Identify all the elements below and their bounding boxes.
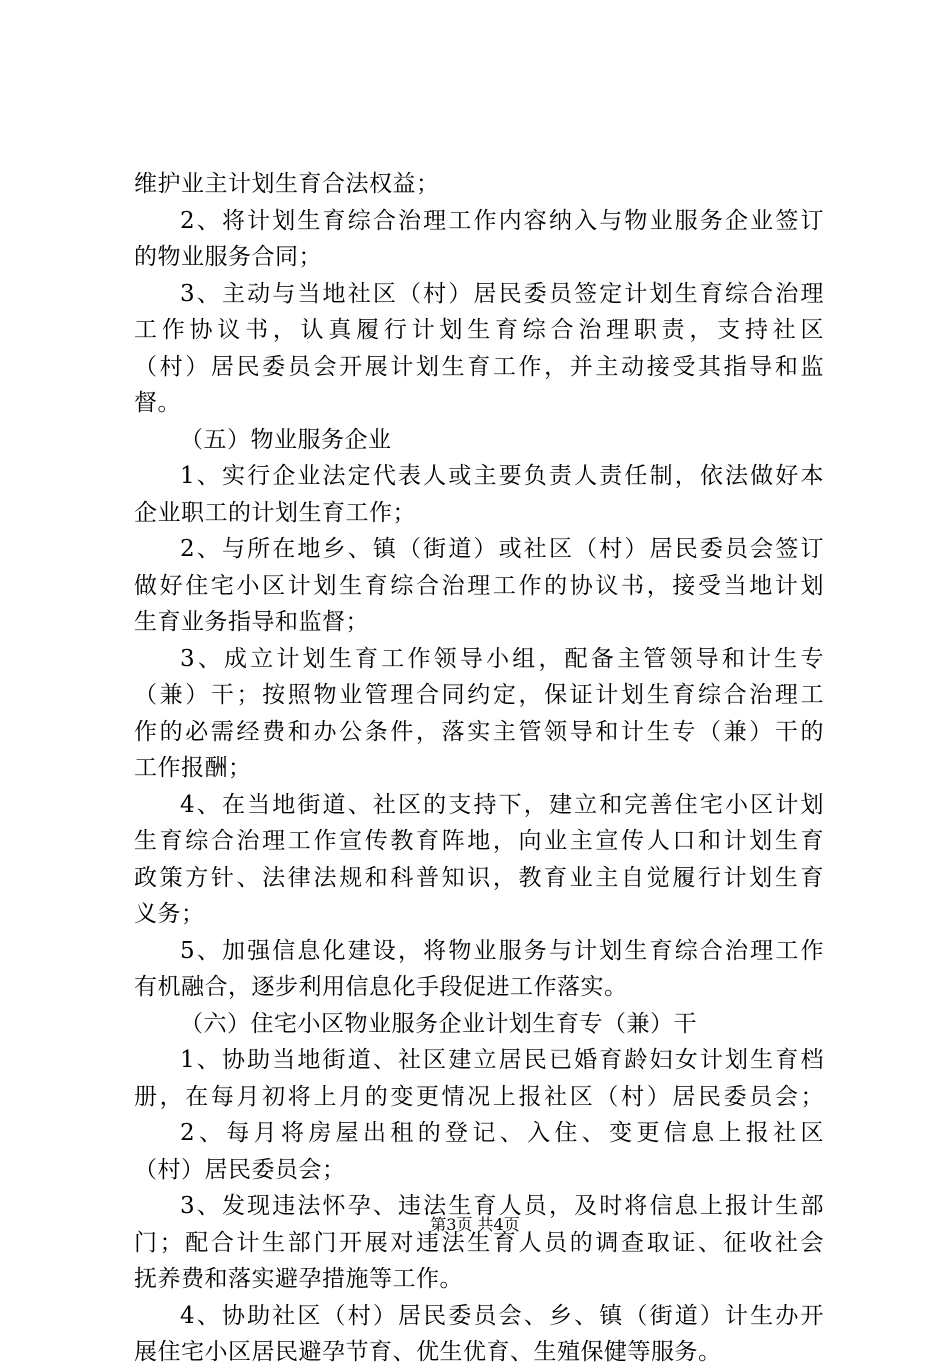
- page-footer: 第3页 共4页: [430, 1215, 520, 1234]
- text-line: 3、主动与当地社区（村）居民委员签定计划生育综合治理: [180, 280, 824, 307]
- text-line: 3、成立计划生育工作领导小组，配备主管领导和计生专: [180, 645, 824, 672]
- text-line: 工作协议书，认真履行计划生育综合治理职责，支持社区: [134, 317, 824, 343]
- text-line: 抚养费和落实避孕措施等工作。: [134, 1266, 463, 1292]
- text-line: 门；配合计生部门开展对违法生育人员的调查取证、征收社会: [134, 1229, 824, 1256]
- text-line: 义务；: [134, 901, 205, 927]
- text-line: 2、将计划生育综合治理工作内容纳入与物业服务企业签订: [180, 207, 824, 234]
- text-line: 4、协助社区（村）居民委员会、乡、镇（街道）计生办开: [180, 1302, 824, 1329]
- document-body: [134, 166, 824, 1371]
- text-line: 展住宅小区居民避孕节育、优生优育、生殖保健等服务。: [134, 1339, 722, 1365]
- text-line: 3、发现违法怀孕、违法生育人员，及时将信息上报计生部: [180, 1193, 824, 1219]
- text-line: 企业职工的计划生育工作；: [134, 499, 416, 526]
- text-line: 政策方针、法律法规和科普知识，教育业主自觉履行计划生育: [134, 864, 824, 891]
- text-line: 做好住宅小区计划生育综合治理工作的协议书，接受当地计划: [134, 572, 824, 599]
- text-line: 1、实行企业法定代表人或主要负责人责任制，依法做好本: [180, 463, 824, 489]
- text-line: （村）居民委员会开展计划生育工作，并主动接受其指导和监: [134, 353, 824, 380]
- text-line: （兼）干；按照物业管理合同约定，保证计划生育综合治理工: [134, 682, 824, 708]
- text-line: 维护业主计划生育合法权益；: [134, 171, 440, 197]
- text-line: 5、加强信息化建设，将物业服务与计划生育综合治理工作: [180, 937, 824, 964]
- text-line: 有机融合，逐步利用信息化手段促进工作落实。: [134, 974, 628, 1000]
- text-line: 1、协助当地街道、社区建立居民已婚育龄妇女计划生育档: [180, 1047, 824, 1073]
- text-line: 2、每月将房屋出租的登记、入住、变更信息上报社区: [180, 1120, 824, 1146]
- text-line: 督。: [134, 390, 181, 416]
- text-line: 4、在当地街道、社区的支持下，建立和完善住宅小区计划: [180, 791, 824, 818]
- text-line: 的物业服务合同；: [134, 244, 322, 270]
- text-line: 2、与所在地乡、镇（街道）或社区（村）居民委员会签订: [180, 536, 824, 562]
- text-line: （五）物业服务企业: [180, 426, 392, 453]
- text-line: 工作报酬；: [134, 755, 252, 781]
- text-line: 作的必需经费和办公条件，落实主管领导和计生专（兼）干的: [134, 718, 824, 745]
- text-line: （村）居民委员会；: [134, 1156, 346, 1183]
- text-line: 生育业务指导和监督；: [134, 609, 369, 635]
- text-line: 册，在每月初将上月的变更情况上报社区（村）居民委员会；: [134, 1083, 824, 1110]
- text-line: 生育综合治理工作宣传教育阵地，向业主宣传人口和计划生育: [134, 828, 824, 854]
- text-line: （六）住宅小区物业服务企业计划生育专（兼）干: [180, 1010, 697, 1037]
